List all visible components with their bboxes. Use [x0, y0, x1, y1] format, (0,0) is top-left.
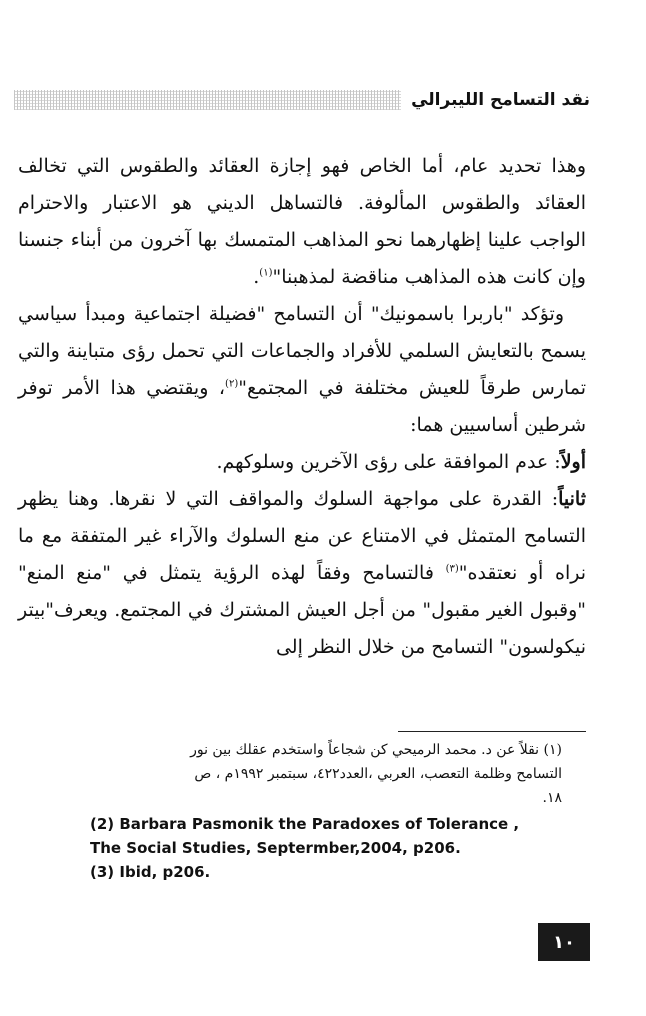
- header-title: نقد التسامح الليبرالي: [411, 90, 590, 110]
- paragraph-2: [18, 296, 586, 444]
- condition-first: [18, 444, 586, 481]
- footnote-separator: [398, 731, 586, 732]
- condition-first-text: : عدم الموافقة على رؤى الآخرين وسلوكهم.: [216, 451, 561, 473]
- paragraph-1-end: .: [253, 266, 260, 288]
- paragraph-2-text: وتؤكد "باربرا باسمونيك" أن التسامح "فضيلة اجتماعية ومبدأ سياسي يسمح بالتعايش السلمي للأفراد والجماعات التي تحمل رؤى متباينة والتي تمارس طرقاً للعيش مختلفة في المجتمع": [18, 303, 586, 399]
- footnote-2-line-1: (2) Barbara Pasmonik the Paradoxes of Tolerance ,: [90, 815, 520, 833]
- condition-second-label: ثانياً: [558, 488, 586, 510]
- page-number: ١٠: [538, 923, 590, 961]
- footnote-2-line-2: The Social Studies, Septermber,2004, p206.: [90, 839, 461, 857]
- footnote-ref-1: (١): [259, 267, 273, 279]
- condition-second: [18, 481, 586, 666]
- footnote-1-line-3: ١٨.: [542, 790, 562, 806]
- condition-first-label: أولاً: [560, 451, 586, 473]
- footnote-1: [22, 738, 562, 810]
- footnote-1-line-2: التسامح وظلمة التعصب، العربي ،العدد٤٢٢، سبتمبر ١٩٩٢م ، ص: [194, 766, 562, 782]
- footnotes-english: [90, 812, 570, 884]
- running-header: [14, 86, 590, 114]
- main-text: [18, 148, 586, 666]
- footnote-ref-2: (٢): [225, 378, 239, 390]
- footnote-ref-3: (٣): [445, 563, 459, 575]
- paragraph-2-end: ، ويقتضي هذا الأمر توفر شرطين أساسيين هما:: [18, 377, 586, 436]
- footnote-1-line-1: (١) نقلاً عن د. محمد الرميحي كن شجاعاً واستخدم عقلك بين نور: [190, 742, 562, 758]
- paragraph-1: [18, 148, 586, 296]
- header-decorative-pattern: [14, 90, 401, 110]
- condition-second-text: : القدرة على مواجهة السلوك والمواقف التي لا نقرها. وهنا يظهر التسامح المتمثل في الامتناع عن منع السلوك والآراء غير المتفقة مع ما نراه أو نعتقده": [18, 488, 586, 584]
- footnote-3: (3) Ibid, p206.: [90, 863, 211, 881]
- paragraph-1-text: وهذا تحديد عام، أما الخاص فهو إجازة العقائد والطقوس التي تخالف العقائد والطقوس المألوفة. فالتساهل الديني هو الاعتبار والاحترام الواجب علينا إظهارهما نحو المذاهب المتمسك بها آخرون من أبناء جنسنا وإن كانت هذه المذاهب مناقضة لمذهبنا": [18, 155, 586, 288]
- condition-second-end: فالتسامح وفقاً لهذه الرؤية يتمثل في "منع المنع" "وقبول الغير مقبول" من أجل العيش المشترك في المجتمع. ويعرف"بيتر نيكولسون" التسامح من خلال النظر إلى: [18, 562, 586, 658]
